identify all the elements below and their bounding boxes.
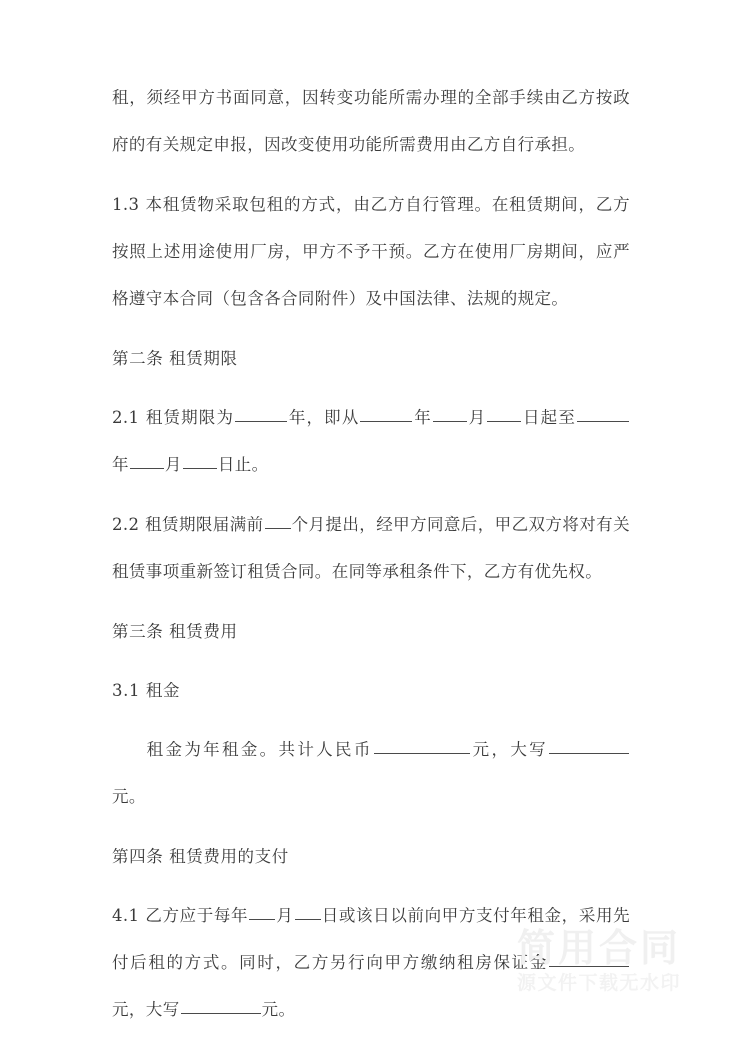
blank-field-end-year[interactable] xyxy=(577,405,629,423)
heading-text: 第三条 租赁费用 xyxy=(112,622,238,641)
blank-field-payment-day[interactable] xyxy=(295,903,321,921)
paragraph-text: 1.3 本租赁物采取包租的方式，由乙方自行管理。在租赁期间，乙方按照上述用途使用厂房，甲方不予干预。乙方在使用厂房期间，应严格遵守本合同（包含各合同附件）及中国法律、法规的规定。 xyxy=(112,195,630,308)
clause-2-1-segment-2: 年，即从 xyxy=(288,408,360,427)
clause-2-2-segment-1: 2.2 租赁期限届满前 xyxy=(112,515,264,534)
clause-4-1-segment-4: 元，大写 xyxy=(112,1000,180,1019)
heading-article-3 xyxy=(112,608,630,655)
clause-2-1-segment-3: 年 xyxy=(413,408,432,427)
heading-text: 3.1 租金 xyxy=(112,681,181,700)
paragraph-clause-2-1 xyxy=(112,394,630,488)
clause-2-1-segment-5: 日起至 xyxy=(522,408,576,427)
clause-4-1-segment-5: 元。 xyxy=(261,1000,296,1019)
blank-field-deposit-words[interactable] xyxy=(181,997,261,1015)
heading-article-4 xyxy=(112,833,630,880)
blank-field-notice-months[interactable] xyxy=(265,512,291,530)
blank-field-deposit-digits[interactable] xyxy=(549,950,629,968)
paragraph-text: 租，须经甲方书面同意，因转变功能所需办理的全部手续由乙方按政府的有关规定申报，因改变使用功能所需费用由乙方自行承担。 xyxy=(112,88,630,154)
heading-text: 第二条 租赁期限 xyxy=(112,349,238,368)
paragraph-clause-2-2 xyxy=(112,501,630,595)
watermark-brand: 简用合同 xyxy=(516,925,681,970)
clause-2-1-segment-1: 2.1 租赁期限为 xyxy=(112,408,235,427)
blank-field-payment-month[interactable] xyxy=(249,903,275,921)
heading-clause-3-1 xyxy=(112,667,630,714)
clause-4-1-segment-2: 月 xyxy=(276,906,294,925)
blank-field-start-year[interactable] xyxy=(360,405,412,423)
paragraph-clause-4-1 xyxy=(112,892,630,1033)
blank-field-term-years[interactable] xyxy=(235,405,287,423)
clause-4-1-segment-3: 日或该日以前向甲方支付年租金，采用先付后租的方式。同时，乙方另行向甲方缴纳租房保证金 xyxy=(112,906,630,972)
blank-field-end-month[interactable] xyxy=(130,452,164,470)
paragraph-clause-1-2-continuation xyxy=(112,74,630,168)
clause-2-2-segment-2: 个月提出，经甲方同意后，甲乙双方将对有关租赁事项重新签订租赁合同。在同等承租条件下，乙方有优先权。 xyxy=(112,515,630,581)
clause-2-1-segment-7: 月 xyxy=(164,455,182,474)
paragraph-clause-1-3 xyxy=(112,181,630,322)
heading-text: 第四条 租赁费用的支付 xyxy=(112,847,289,866)
paragraph-clause-3-1-body xyxy=(112,726,630,820)
clause-2-1-segment-8: 日止。 xyxy=(217,455,269,474)
blank-field-end-day[interactable] xyxy=(183,452,217,470)
clause-3-1-segment-2: 元，大写 xyxy=(470,740,548,759)
blank-field-rent-amount-words[interactable] xyxy=(549,737,629,755)
blank-field-start-day[interactable] xyxy=(487,405,521,423)
heading-article-2 xyxy=(112,335,630,382)
watermark-tagline: 源文件下载无水印 xyxy=(516,971,681,994)
document-body xyxy=(112,74,630,1046)
blank-field-rent-amount-digits[interactable] xyxy=(374,737,470,755)
blank-field-start-month[interactable] xyxy=(433,405,467,423)
clause-3-1-segment-1: 租金为年租金。共计人民币 xyxy=(146,740,373,759)
clause-3-1-segment-3: 元。 xyxy=(112,787,146,806)
clause-2-1-segment-6: 年 xyxy=(112,455,129,474)
clause-2-1-segment-4: 月 xyxy=(467,408,487,427)
clause-4-1-segment-1: 4.1 乙方应于每年 xyxy=(112,906,249,925)
